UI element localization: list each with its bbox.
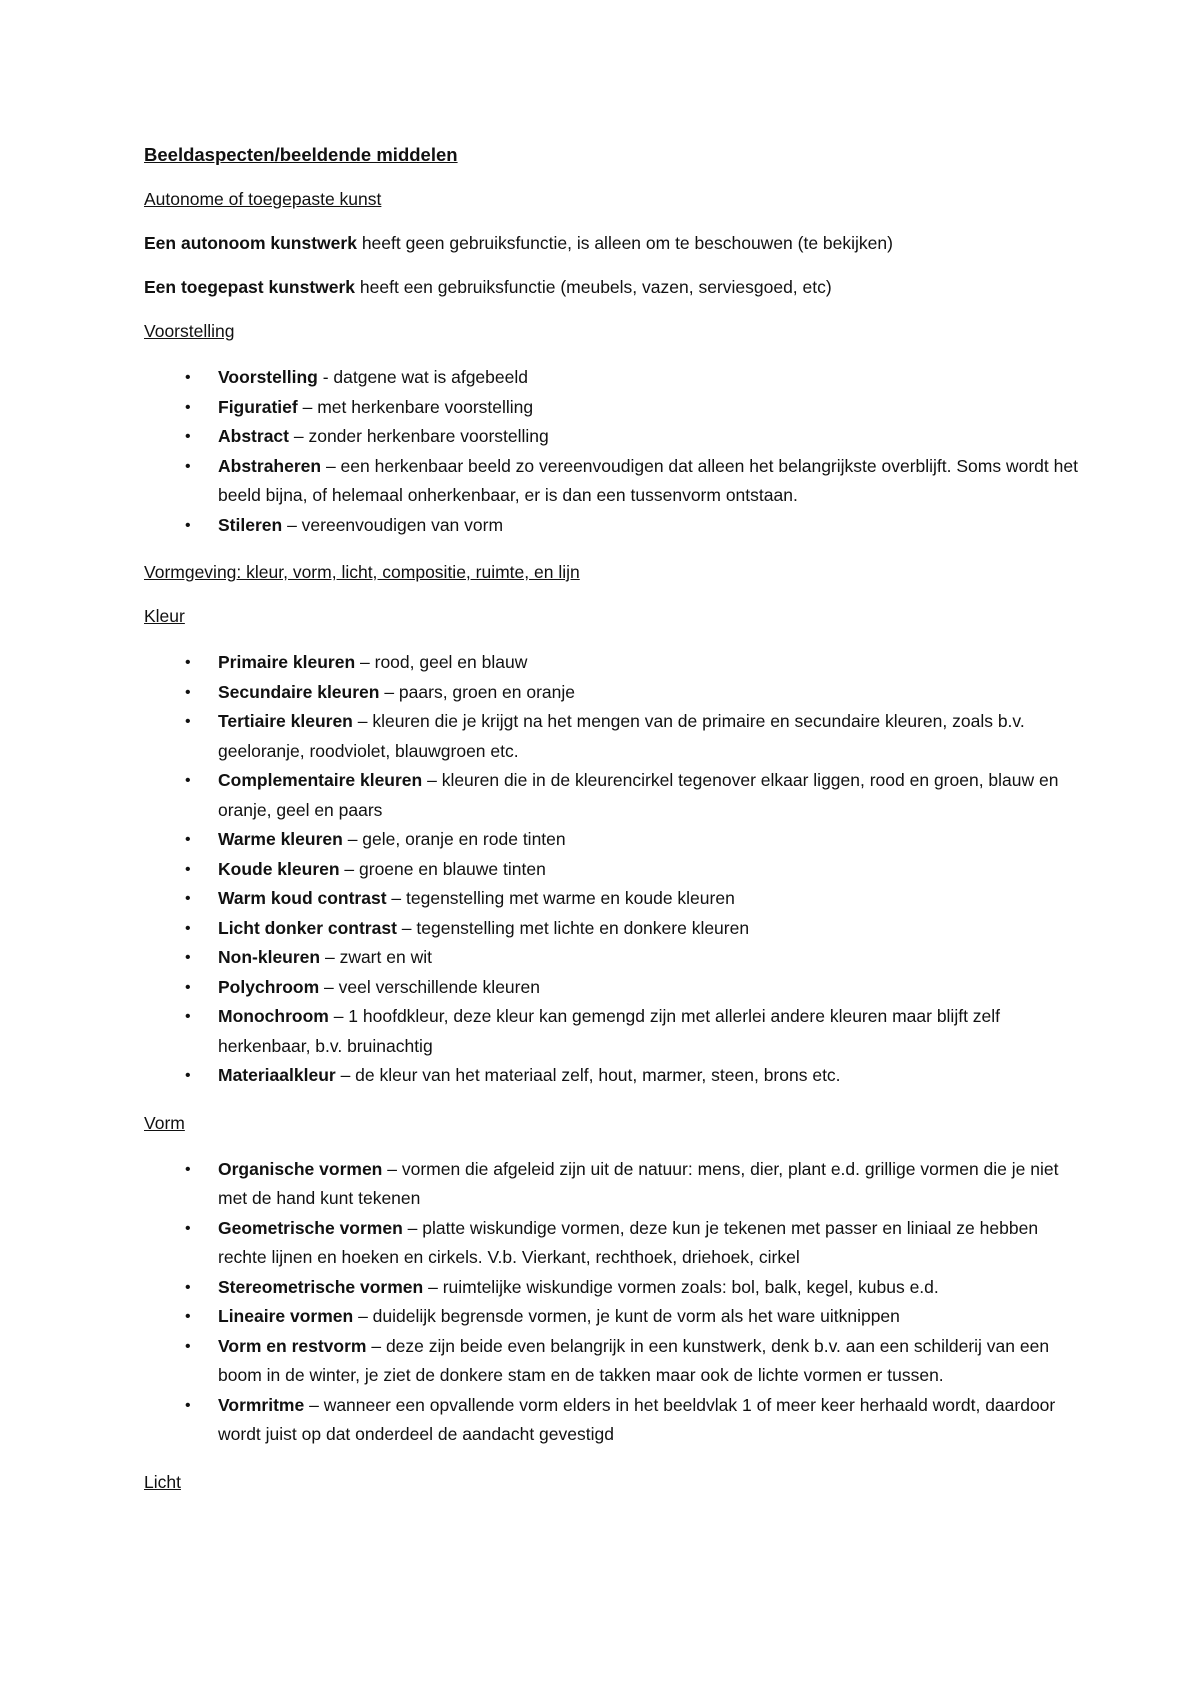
list-item-definition: - datgene wat is afgebeeld xyxy=(317,367,528,387)
list-item xyxy=(144,1273,1084,1303)
list-item-definition: – vereenvoudigen van vorm xyxy=(282,514,504,535)
list-item xyxy=(144,1214,1084,1273)
list-item-term: Vorm en restvorm xyxy=(218,1335,367,1356)
list-item-definition: – duidelijk begrensde vormen, je kunt de vorm als het ware uitknippen xyxy=(353,1306,900,1326)
list-item xyxy=(144,1391,1084,1450)
bullet-icon: • xyxy=(185,683,191,701)
list-item-term: Stereometrische vormen xyxy=(218,1276,424,1297)
list-item xyxy=(144,452,1084,511)
paragraph-toegepast xyxy=(144,275,1084,299)
list-item xyxy=(144,363,1084,393)
list-item xyxy=(144,393,1084,423)
section-heading-kleur: Kleur xyxy=(144,606,185,626)
list-item xyxy=(144,422,1084,452)
list-item-term: Complementaire kleuren xyxy=(218,770,423,790)
list-item xyxy=(144,825,1084,855)
document-content xyxy=(144,143,1084,1514)
list-item xyxy=(144,973,1084,1003)
section-heading-autonoom: Autonome of toegepaste kunst xyxy=(144,189,382,209)
list-item-term: Koude kleuren xyxy=(218,858,340,879)
list-kleur xyxy=(144,648,1084,1091)
list-item xyxy=(144,1155,1084,1214)
list-item-definition: – vormen die afgeleid zijn uit de natuur: mens, dier, plant e.d. grillige vormen die je niet met de hand kunt tekenen xyxy=(218,1158,1059,1208)
list-item-definition: – kleuren die in de kleurencirkel tegenover elkaar liggen, rood en groen, blauw en oranje, geel en paars xyxy=(218,770,1059,820)
bullet-icon: • xyxy=(185,713,191,730)
list-item-term: Polychroom xyxy=(218,976,320,997)
list-item xyxy=(144,678,1084,708)
bullet-icon: • xyxy=(185,1337,191,1355)
list-item xyxy=(144,943,1084,973)
list-item xyxy=(144,648,1084,678)
list-item-definition: – 1 hoofdkleur, deze kleur kan gemengd zijn met allerlei andere kleuren maar blijft zelf herkenbaar, b.v. bruinachtig xyxy=(218,1006,1001,1056)
list-item-definition: – gele, oranje en rode tinten xyxy=(342,829,566,849)
list-item-term: Licht donker contrast xyxy=(218,917,397,938)
list-item-definition: – zonder herkenbare voorstelling xyxy=(289,426,549,446)
bullet-icon: • xyxy=(185,1396,191,1414)
bullet-icon: • xyxy=(185,860,191,878)
bullet-icon: • xyxy=(185,1278,191,1296)
bullet-icon: • xyxy=(185,978,191,996)
bullet-icon: • xyxy=(185,457,191,475)
list-item-definition: – wanneer een opvallende vorm elders in het beeldvlak 1 of meer keer herhaald wordt, daardoor wordt juist op dat onderdeel de aandacht gevestigd xyxy=(218,1394,1056,1444)
list-item-definition: – ruimtelijke wiskundige vormen zoals: bol, balk, kegel, kubus e.d. xyxy=(423,1276,939,1297)
bullet-icon: • xyxy=(185,1160,191,1178)
list-item-term: Tertiaire kleuren xyxy=(218,711,353,731)
list-item xyxy=(144,707,1084,766)
list-item-term: Organische vormen xyxy=(218,1158,383,1179)
list-item-term: Non-kleuren xyxy=(218,947,321,967)
bullet-icon: • xyxy=(185,1308,191,1325)
term-toegepast: Een toegepast kunstwerk xyxy=(144,277,356,297)
list-item-term: Geometrische vormen xyxy=(218,1217,403,1238)
bullet-icon: • xyxy=(185,890,191,907)
list-item xyxy=(144,511,1084,541)
bullet-icon: • xyxy=(185,919,191,937)
list-item-term: Vormritme xyxy=(218,1394,305,1415)
bullet-icon: • xyxy=(185,1219,191,1237)
bullet-icon: • xyxy=(185,1067,191,1084)
list-item-term: Lineaire vormen xyxy=(218,1306,354,1326)
list-item-definition: – tegenstelling met lichte en donkere kleuren xyxy=(396,917,750,938)
list-item-definition: – paars, groen en oranje xyxy=(379,681,576,702)
list-item-definition: – veel verschillende kleuren xyxy=(319,976,540,997)
list-item-term: Abstraheren xyxy=(218,455,322,476)
list-item xyxy=(144,914,1084,944)
list-item-definition: – platte wiskundige vormen, deze kun je tekenen met passer en liniaal ze hebben rechte lijnen en hoeken en cirkels. V.b. Vierkant, rechthoek, driehoek, cirkel xyxy=(218,1217,1039,1267)
bullet-icon: • xyxy=(185,772,191,789)
list-item-definition: – groene en blauwe tinten xyxy=(339,858,546,879)
list-item xyxy=(144,884,1084,914)
list-item-definition: – tegenstelling met warme en koude kleuren xyxy=(386,888,735,908)
bullet-icon: • xyxy=(185,1008,191,1025)
list-item-definition: – kleuren die je krijgt na het mengen van de primaire en secundaire kleuren, zoals b.v. geeloranje, roodviolet, blauwgroen etc. xyxy=(218,711,1025,761)
list-item-term: Materiaalkleur xyxy=(218,1065,336,1085)
document-title: Beeldaspecten/beeldende middelen xyxy=(144,144,458,165)
list-item xyxy=(144,1302,1084,1332)
list-item xyxy=(144,1002,1084,1061)
list-item-definition: – deze zijn beide even belangrijk in een kunstwerk, denk b.v. aan een schilderij van een boom in de winter, je ziet de donkere stam en de takken maar ook de lichte vormen er tussen. xyxy=(218,1335,1050,1385)
list-item-term: Monochroom xyxy=(218,1006,329,1026)
list-item-term: Stileren xyxy=(218,514,283,535)
list-item-term: Warm koud contrast xyxy=(218,888,387,908)
list-item-definition: – een herkenbaar beeld zo vereenvoudigen dat alleen het belangrijkste overblijft. Soms wordt het beeld bijna, of helemaal onherkenbaar, er is dan een tussenvorm ontstaan. xyxy=(218,455,1078,505)
list-item-term: Secundaire kleuren xyxy=(218,681,380,702)
list-item xyxy=(144,1061,1084,1091)
definition-toegepast: heeft een gebruiksfunctie (meubels, vazen, serviesgoed, etc) xyxy=(355,277,832,297)
list-voorstelling xyxy=(144,363,1084,540)
definition-autonoom: heeft geen gebruiksfunctie, is alleen om te beschouwen (te bekijken) xyxy=(356,233,893,253)
list-item-term: Abstract xyxy=(218,426,289,446)
bullet-icon: • xyxy=(185,516,191,534)
list-item xyxy=(144,855,1084,885)
bullet-icon: • xyxy=(185,428,191,445)
list-item-definition: – rood, geel en blauw xyxy=(355,652,528,672)
bullet-icon: • xyxy=(185,369,191,386)
bullet-icon: • xyxy=(185,654,191,671)
list-item-term: Figuratief xyxy=(218,396,298,417)
list-item-definition: – zwart en wit xyxy=(320,947,432,967)
list-item xyxy=(144,1332,1084,1391)
bullet-icon: • xyxy=(185,831,191,848)
term-autonoom: Een autonoom kunstwerk xyxy=(144,233,357,253)
section-heading-vormgeving: Vormgeving: kleur, vorm, licht, compositie, ruimte, en lijn xyxy=(144,562,580,582)
bullet-icon: • xyxy=(185,949,191,966)
list-item-term: Voorstelling xyxy=(218,367,318,387)
list-item-definition: – de kleur van het materiaal zelf, hout, marmer, steen, brons etc. xyxy=(335,1065,841,1085)
section-heading-voorstelling: Voorstelling xyxy=(144,321,235,341)
list-item-definition: – met herkenbare voorstelling xyxy=(297,396,534,417)
section-heading-vorm: Vorm xyxy=(144,1112,185,1133)
list-item-term: Primaire kleuren xyxy=(218,652,356,672)
bullet-icon: • xyxy=(185,398,191,416)
paragraph-autonoom xyxy=(144,231,1084,255)
section-heading-licht: Licht xyxy=(144,1471,181,1492)
list-item-term: Warme kleuren xyxy=(218,829,343,849)
list-item xyxy=(144,766,1084,825)
list-vorm xyxy=(144,1155,1084,1450)
